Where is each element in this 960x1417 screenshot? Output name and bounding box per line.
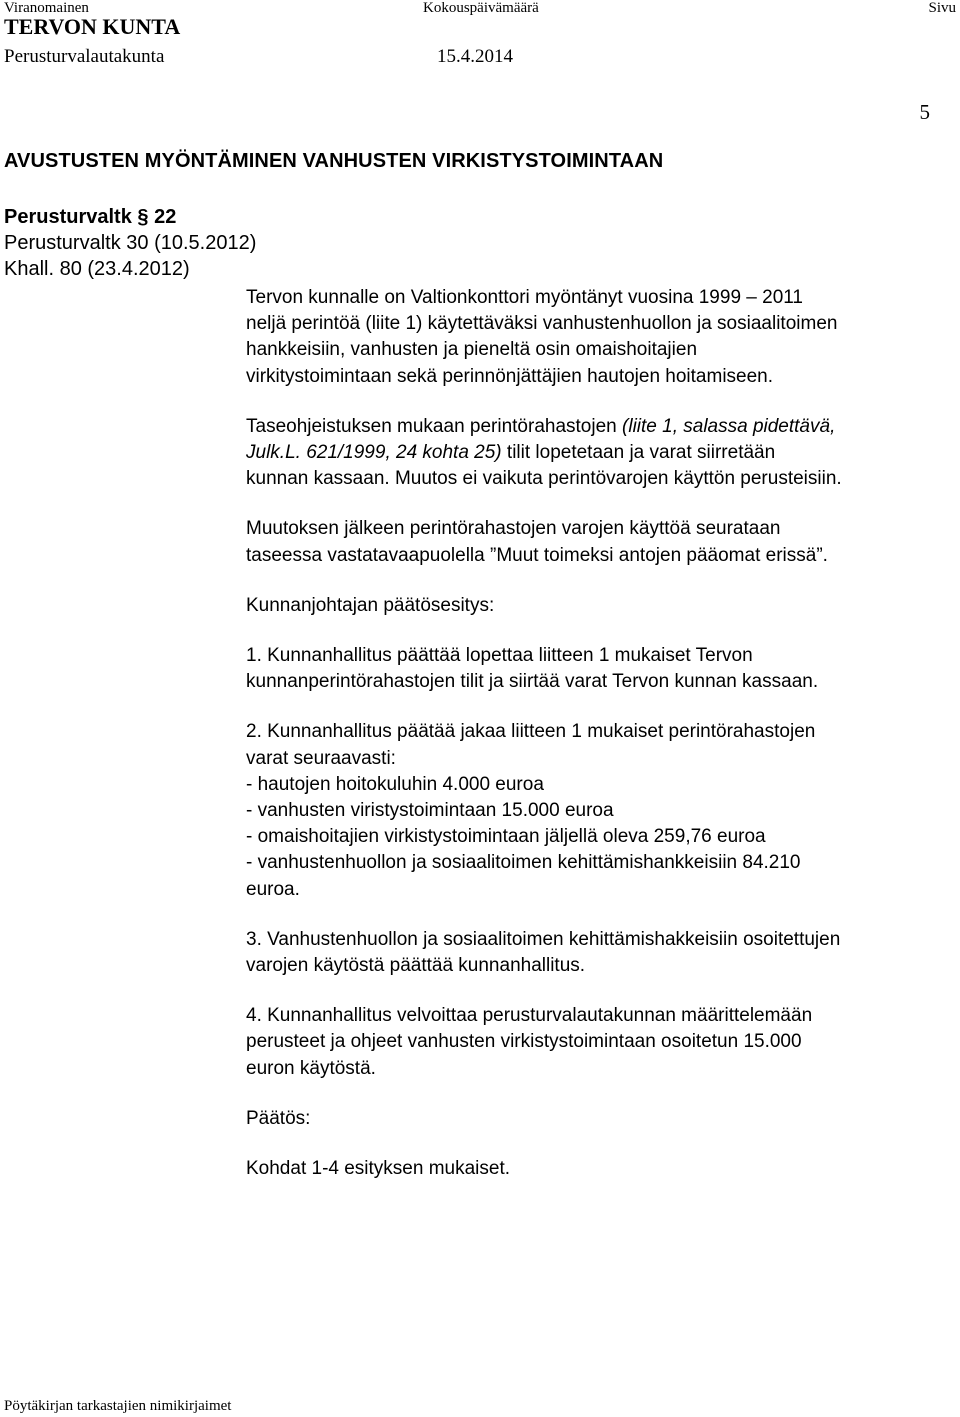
balance-guidance-paragraph <box>246 414 951 493</box>
text-line: 3. Vanhustenhuollon ja sosiaalitoimen kehittämishakkeisiin osoitettujen <box>246 928 841 950</box>
text-line: euron käytöstä. <box>246 1057 376 1079</box>
text-line <box>246 414 951 440</box>
text-line: 4. Kunnanhallitus velvoittaa perusturvalautakunnan määrittelemään <box>246 1005 813 1027</box>
proposal-heading: Kunnanjohtajan päätösesitys: <box>246 594 495 616</box>
meeting-date: 15.4.2014 <box>437 46 513 67</box>
page-number: 5 <box>919 100 930 124</box>
text-line: kunnan kassaan. Muutos ei vaikuta perintövarojen käyttön perusteisiin. <box>246 468 842 490</box>
text-line: Tervon kunnalle on Valtionkonttori myöntänyt vuosina 1999 – 2011 <box>246 287 803 308</box>
text-line: euroa. <box>246 878 300 900</box>
follow-up-paragraph <box>246 516 951 568</box>
proposal-item-2 <box>246 719 951 902</box>
text-line: varat seuraavasti: <box>246 747 396 769</box>
reference-line: Perusturvaltk 30 (10.5.2012) <box>4 232 257 254</box>
intro-paragraph <box>246 285 951 390</box>
law-reference: Julk.L. 621/1999, 24 kohta 25) <box>246 442 502 464</box>
municipality-name: TERVON KUNTA <box>4 14 181 39</box>
text-line: varojen käytöstä päättää kunnanhallitus. <box>246 955 586 977</box>
text-line: 2. Kunnanhallitus päätää jakaa liitteen 1 mukaiset perintörahastojen <box>246 721 816 743</box>
allocation-line: - hautojen hoitokuluhin 4.000 euroa <box>246 773 544 795</box>
authority-label: Viranomainen <box>4 0 89 16</box>
text-segment: Taseohjeistuksen mukaan perintörahastojen <box>246 415 623 437</box>
allocation-line: - vanhustenhuollon ja sosiaalitoimen kehittämishankkeisiin 84.210 <box>246 852 801 874</box>
text-line: perusteet ja ohjeet vanhusten virkistystoimintaan osoitetun 15.000 <box>246 1031 802 1053</box>
proposal-item-1 <box>246 643 951 695</box>
page-label: Sivu <box>928 0 956 16</box>
text-line: virkitystoimintaan sekä perinnönjättäjien hautojen hoitamiseen. <box>246 365 774 387</box>
text-line: neljä perintöä (liite 1) käytettäväksi vanhustenhuollon ja sosiaalitoimen <box>246 313 838 335</box>
proposal-item-3 <box>246 927 951 979</box>
board-name: Perusturvalautakunta <box>4 46 165 67</box>
footer-initials-label: Pöytäkirjan tarkastajien nimikirjaimet <box>4 1398 232 1414</box>
text-line: hankkeisiin, vanhusten ja pieneltä osin omaishoitajien <box>246 339 698 361</box>
text-line: kunnanperintörahastojen tilit ja siirtää varat Tervon kunnan kassaan. <box>246 671 819 693</box>
allocation-line: - vanhusten viristystoimintaan 15.000 euroa <box>246 800 614 822</box>
page-title: AVUSTUSTEN MYÖNTÄMINEN VANHUSTEN VIRKISTYSTOIMINTAAN <box>4 150 664 172</box>
proposal-item-4 <box>246 1003 951 1082</box>
reference-line: Khall. 80 (23.4.2012) <box>4 258 190 280</box>
allocation-line: - omaishoitajien virkistystoimintaan jäljellä oleva 259,76 euroa <box>246 826 766 848</box>
text-line: taseessa vastatavaapuolella ”Muut toimeksi antojen pääomat erissä”. <box>246 544 828 566</box>
document-body <box>246 285 951 1206</box>
attachment-reference: (liite 1, salassa pidettävä, <box>622 415 836 437</box>
text-segment: tilit lopetetaan ja varat siirretään <box>501 442 776 464</box>
text-line: Muutoksen jälkeen perintörahastojen varojen käyttöä seurataan <box>246 518 781 540</box>
text-line: 1. Kunnanhallitus päättää lopettaa liitteen 1 mukaiset Tervon <box>246 645 753 667</box>
decision-heading: Päätös: <box>246 1107 311 1129</box>
meeting-date-label: Kokouspäivämäärä <box>423 0 539 16</box>
decision-text: Kohdat 1-4 esityksen mukaiset. <box>246 1158 511 1180</box>
reference-line: Perusturvaltk § 22 <box>4 206 177 228</box>
text-line <box>246 440 951 466</box>
